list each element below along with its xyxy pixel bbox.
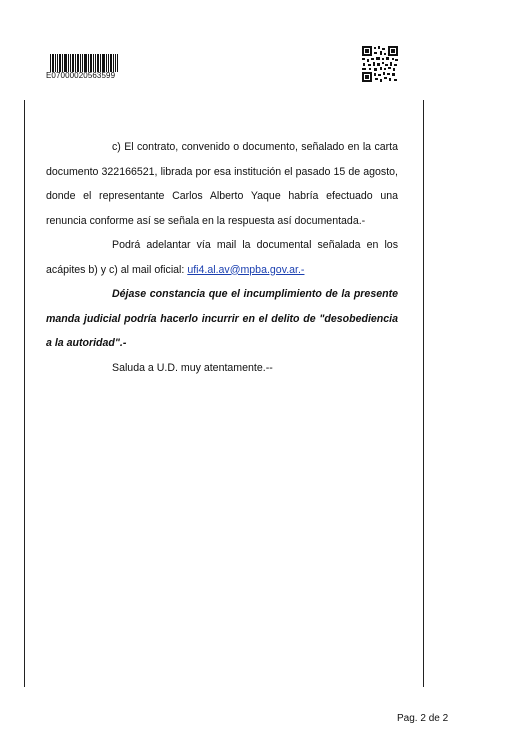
page-number: Pag. 2 de 2: [397, 713, 449, 724]
paragraph-item-c: c) El contrato, convenido o documento, señalado en la carta documento 322166521, librada por esa institución el pasado 15 de agosto, donde el representante Carlos Alberto Yaque habría efectuado una renuncia conforme así se señala en la respuesta así documentada.-: [46, 141, 398, 227]
mail-link[interactable]: ufi4.al.av@mpba.gov.ar.-: [187, 263, 305, 276]
qr-code-icon: [362, 46, 398, 82]
barcode: [50, 54, 118, 72]
mail-text: Podrá adelantar vía mail la documental señalada en los acápites b) y c) al mail oficial:: [46, 239, 398, 276]
paragraph-closing: Saluda a U.D. muy atentamente.--: [112, 361, 273, 374]
paragraph-mail: [46, 233, 398, 282]
paragraph-warning: Déjase constancia que el incumplimiento de la presente manda judicial podría hacerlo incurrir en el delito de "desobediencia a la autoridad".-: [46, 288, 398, 349]
left-margin-rule: [24, 100, 25, 687]
document-body: [46, 135, 398, 380]
right-margin-rule: [423, 100, 424, 687]
barcode-number: E07000020563599: [46, 71, 116, 80]
